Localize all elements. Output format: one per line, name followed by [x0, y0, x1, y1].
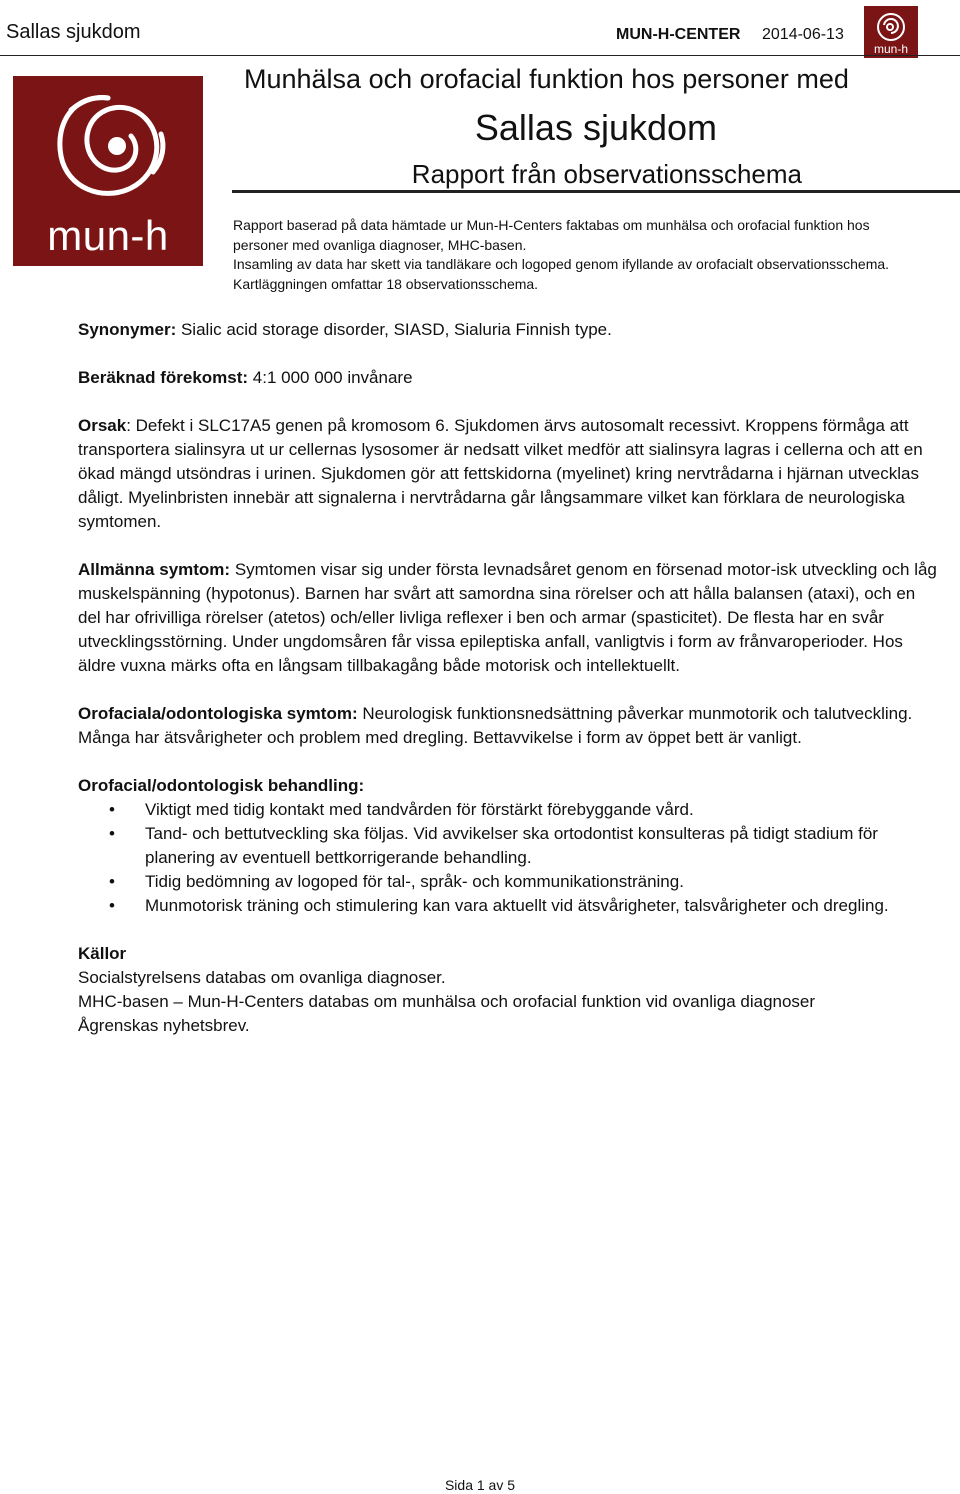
swirl-icon	[864, 6, 918, 46]
header-divider	[0, 55, 960, 56]
list-item: • Tidig bedömning av logoped för tal-, språk- och kommunikationsträning.	[78, 870, 938, 894]
intro-section	[233, 216, 923, 294]
intro-paragraph: Insamling av data har skett via tandläkare och logoped genom ifyllande av orofacialt observationsschema. Kartläggningen omfattar 18 observationsschema.	[233, 256, 890, 292]
bullet-icon: •	[109, 872, 115, 891]
sources-heading: Källor	[78, 944, 127, 963]
header-logo	[864, 6, 918, 58]
page-title-line1: Munhälsa och orofacial funktion hos personer med	[244, 64, 849, 94]
list-item: • Tand- och bettutveckling ska följas. Vid avvikelser ska ortodontist konsulteras på tidigt stadium för planering av eventuell bettkorrigerande behandling.	[109, 824, 878, 867]
page-number: Sida 1 av 5	[444, 1477, 516, 1493]
general-symptoms-paragraph	[78, 558, 938, 678]
logo-swirl-icon	[13, 76, 203, 216]
prevalence-label: Beräknad förekomst:	[78, 368, 249, 387]
logo-text: mun-h	[47, 212, 169, 259]
orofacial-symptoms-label: Orofaciala/odontologiska symtom:	[78, 704, 358, 723]
cause-text: : Defekt i SLC17A5 genen på kromosom 6. Sjukdomen ärvs autosomalt recessivt. Kroppens förmåga att transportera sialinsyra ut ur cellernas lysosomer är nedsatt vilket medför att sialinsyra lagras i cellerna och att en ökad mängd utsöndras i urinen. Sjukdomen gör att fettskidorna (myelinet) kring nervtrådarna i hjärnan utvecklas dåligt. Myelinbristen innebär att signalerna i nervtrådarna går långsammare vilket kan förklara de neurologiska symtomen.	[78, 416, 923, 531]
header-date: 2014-06-13	[762, 26, 844, 43]
treatment-list	[78, 798, 938, 918]
bullet-icon: •	[109, 824, 115, 843]
treatment-heading: Orofacial/odontologisk behandling:	[78, 776, 365, 795]
list-item: • Viktigt med tidig kontakt med tandvården för förstärkt förebyggande vård.	[78, 798, 938, 822]
intro-paragraph: Rapport baserad på data hämtade ur Mun-H-Centers faktabas om munhälsa och orofacial funktion hos personer med ovanliga diagnoser, MHC-basen.	[233, 217, 870, 253]
bullet-icon: •	[109, 800, 115, 819]
mun-h-logo	[13, 76, 203, 266]
title-divider	[232, 190, 960, 193]
orofacial-symptoms-text: Neurologisk funktionsnedsättning påverkar munmotorik och talutveckling. Många har ätsvårigheter och problem med dregling. Bettavvikelse i form av öppet bett är vanligt.	[78, 704, 913, 747]
source-item: Socialstyrelsens databas om ovanliga diagnoser.	[78, 968, 446, 987]
page-title: Sallas sjukdom	[474, 107, 717, 148]
header-organization: MUN-H-CENTER	[616, 26, 741, 43]
bullet-icon: •	[109, 896, 115, 915]
general-symptoms-text: Symtomen visar sig under första levnadsåret genom en försenad motor-isk utveckling och låg muskelspänning (hypotonus). Barnen har svårt att samordna sina rörelser och att hålla balansen (ataxi), och en del har ofrivilliga rörelser (atetos) och/eller livliga reflexer i ben och armar (spasticitet). De flesta har en svår utvecklingsstörning. Under ungdomsåren får vissa epileptiska anfall, vanligtvis i form av frånvaroperioder. Hos äldre vuxna märks ofta en långsam tillbakagång både motorisk och intellektuellt.	[78, 560, 937, 675]
header-logo-text: mun-h	[873, 42, 908, 56]
synonyms-paragraph	[78, 318, 938, 342]
source-item: MHC-basen – Mun-H-Centers databas om munhälsa och orofacial funktion vid ovanliga diagnoser	[78, 992, 816, 1011]
synonyms-text: Sialic acid storage disorder, SIASD, Sialuria Finnish type.	[176, 320, 612, 339]
header-document-title: Sallas sjukdom	[6, 21, 141, 43]
cause-label: Orsak	[78, 416, 127, 435]
general-symptoms-label: Allmänna symtom:	[78, 560, 231, 579]
page-subtitle: Rapport från observationsschema	[411, 159, 802, 189]
prevalence-paragraph	[78, 366, 938, 390]
cause-paragraph	[78, 414, 938, 534]
list-item: • Munmotorisk träning och stimulering kan vara aktuellt vid ätsvårigheter, talsvårigheter och dregling.	[78, 894, 938, 918]
main-content	[78, 318, 938, 1038]
prevalence-text: 4:1 000 000 invånare	[248, 368, 413, 387]
synonyms-label: Synonymer:	[78, 320, 177, 339]
source-item: Ågrenskas nyhetsbrev.	[78, 1016, 250, 1035]
orofacial-symptoms-paragraph	[78, 702, 938, 750]
